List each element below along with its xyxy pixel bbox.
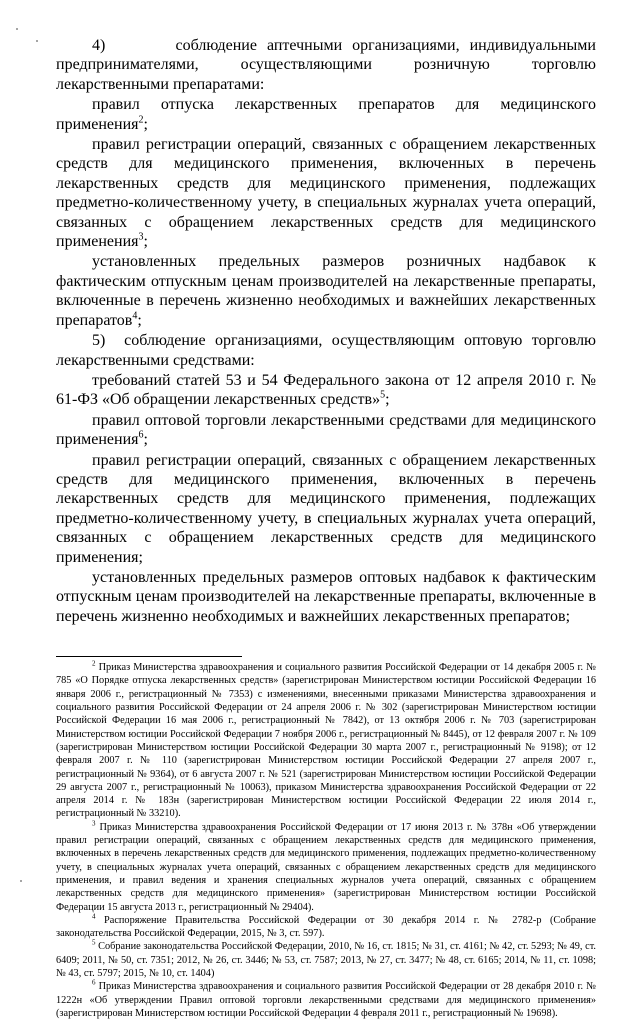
- footnote-separator: [56, 656, 242, 657]
- footnote-number: 5: [92, 939, 96, 947]
- paragraph-dispensing-rules: правил отпуска лекарственных препаратов для медицинского применения$^2$;: [56, 96, 596, 133]
- paragraph-registration-rules-wholesale: правил регистрации операций, связанных с обращением лекарственных средств для медицинского применения, включенных в перечень лекарственных средств для медицинского применения, подлежащих предметно-количественному учету, в специальных журналах учета операций, связанных с обращением лекарственных средств для медицинского применения;: [56, 451, 596, 566]
- footnote-number: 3: [92, 819, 96, 828]
- footnote-number: 4: [92, 912, 96, 921]
- paragraph-item-5: 5) соблюдение организациями, осуществляющим оптовую торговлю лекарственными средствами:: [56, 332, 596, 369]
- main-text: [56, 36, 596, 626]
- footnote-ref: 2: [138, 114, 144, 126]
- footnote-number: 6: [92, 978, 96, 987]
- paragraph-registration-rules: правил регистрации операций, связанных с обращением лекарственных средств для медицинского применения, включенных в перечень лекарственных средств для медицинского применения, подлежащих предметно-количественному учету, в специальных журналах учета операций, связанных с обращением лекарственных средств для медицинского применения$^3$;: [56, 136, 596, 251]
- paragraph-item-4: 4) соблюдение аптечными организациями, индивидуальными предпринимателями, осуществляющими розничную торговлю лекарственными препаратами:: [56, 37, 596, 93]
- paragraph-retail-markups: установленных предельных размеров розничных надбавок к фактическим отпускным ценам производителей на лекарственные препараты, включенные в перечень жизненно необходимых и важнейших лекарственных препаратов$^4$;: [56, 253, 596, 329]
- footnote-6: $^6$ Приказ Министерства здравоохранения и социального развития Российской Федерации от 28 декабря 2010 г. № 1222н «Об утверждении Правил оптовой торговли лекарственными средствами для медицинского применения» (зарегистрирован Министерством юстиции Российской Федерации 4 февраля 2011 г., регистрационный № 19698).: [56, 978, 597, 1019]
- footnote-ref: 4: [132, 310, 138, 322]
- footnote-5: $^5$ Собрание законодательства Российской Федерации, 2010, № 16, ст. 1815; № 31, ст. 4161; № 42, ст. 5293; № 49, ст. 6409; 2011, № 50, ст. 7351; 2012, № 26, ст. 3446; № 53, ст. 7587; 2013, № 27, ст. 3477; № 48, ст. 6165; 2014, № 11, ст. 1098; № 43, ст. 5797; 2015, № 10, ст. 1404): [56, 939, 596, 980]
- paragraph-wholesale-markups: установленных предельных размеров оптовых надбавок к фактическим отпускным ценам производителей на лекарственные препараты, включенные в перечень жизненно необходимых и важнейших лекарственных препаратов;: [56, 568, 596, 625]
- footnote-ref: 5: [380, 389, 386, 401]
- footnote-ref: 6: [138, 429, 144, 441]
- footnote-3: $^3$ Приказ Министерства здравоохранения Российской Федерации от 17 июня 2013 г. № 378н «Об утверждении правил регистрации операций, связанных с обращением лекарственных средств для медицинского применения, включенных в перечень лекарственных средств для медицинского применения, подлежащих предметно-количественному учету, в специальных журналах учета операций, связанных с обращением лекарственных средств для медицинского применения, и правил ведения и хранения специальных журналов учета операций, связанных с обращением лекарственных средств для медицинского применения» (зарегистрирован Министерством юстиции Российской Федерации 15 августа 2013 г., регистрационный № 29404).: [56, 819, 596, 913]
- footnotes: [56, 661, 596, 1020]
- footnote-2: $^2$ Приказ Министерства здравоохранения и социального развития Российской Федерации от 14 декабря 2005 г. № 785 «О Порядке отпуска лекарственных средств» (зарегистрирован Министерством юстиции Российской Федерации 16 января 2006 г., регистрационный № 7353) с изменениями, внесенными приказами Министерства здравоохранения и социального развития Российской Федерации от 24 апреля 2006 г. № 302 (зарегистрирован Министерством юстиции Российской Федерации 16 мая 2006 г., регистрационный № 7842), от 13 октября 2006 г. № 703 (зарегистрирован Министерством юстиции Российской Федерации 7 ноября 2006 г., регистрационный № 8445), от 12 февраля 2007 г. № 109 (зарегистрирован Министерством юстиции Российской Федерации 30 марта 2007 г., регистрационный № 9198); от 12 февраля 2007 г. № 110 (зарегистрирован Министерством юстиции Российской Федерации 27 апреля 2007 г., регистрационный № 9364), от 6 августа 2007 г. № 521 (зарегистрирован Министерством юстиции Российской Федерации 29 августа 2007 г., регистрационный № 10063), приказом Министерства здравоохранения Российской Федерации от 22 апреля 2014 г. № 183н (зарегистрирован Министерством юстиции Российской Федерации 22 июля 2014 г., регистрационный № 33210).: [56, 659, 597, 820]
- footnote-ref: 3: [138, 231, 144, 243]
- paragraph-law-requirements: требований статей 53 и 54 Федерального закона от 12 апреля 2010 г. № 61-ФЗ «Об обращении лекарственных средств»$^5$;: [56, 371, 596, 409]
- document-page: [56, 36, 596, 1020]
- footnote-number: 2: [92, 659, 96, 668]
- footnote-4: $^4$ Распоряжение Правительства Российской Федерации от 30 декабря 2014 г. № 2782-р (Собрание законодательства Российской Федерации, 2015, № 3, ст. 597).: [56, 912, 597, 940]
- paragraph-wholesale-rules: правил оптовой торговли лекарственными средствами для медицинского применения$^6$;: [56, 411, 596, 449]
